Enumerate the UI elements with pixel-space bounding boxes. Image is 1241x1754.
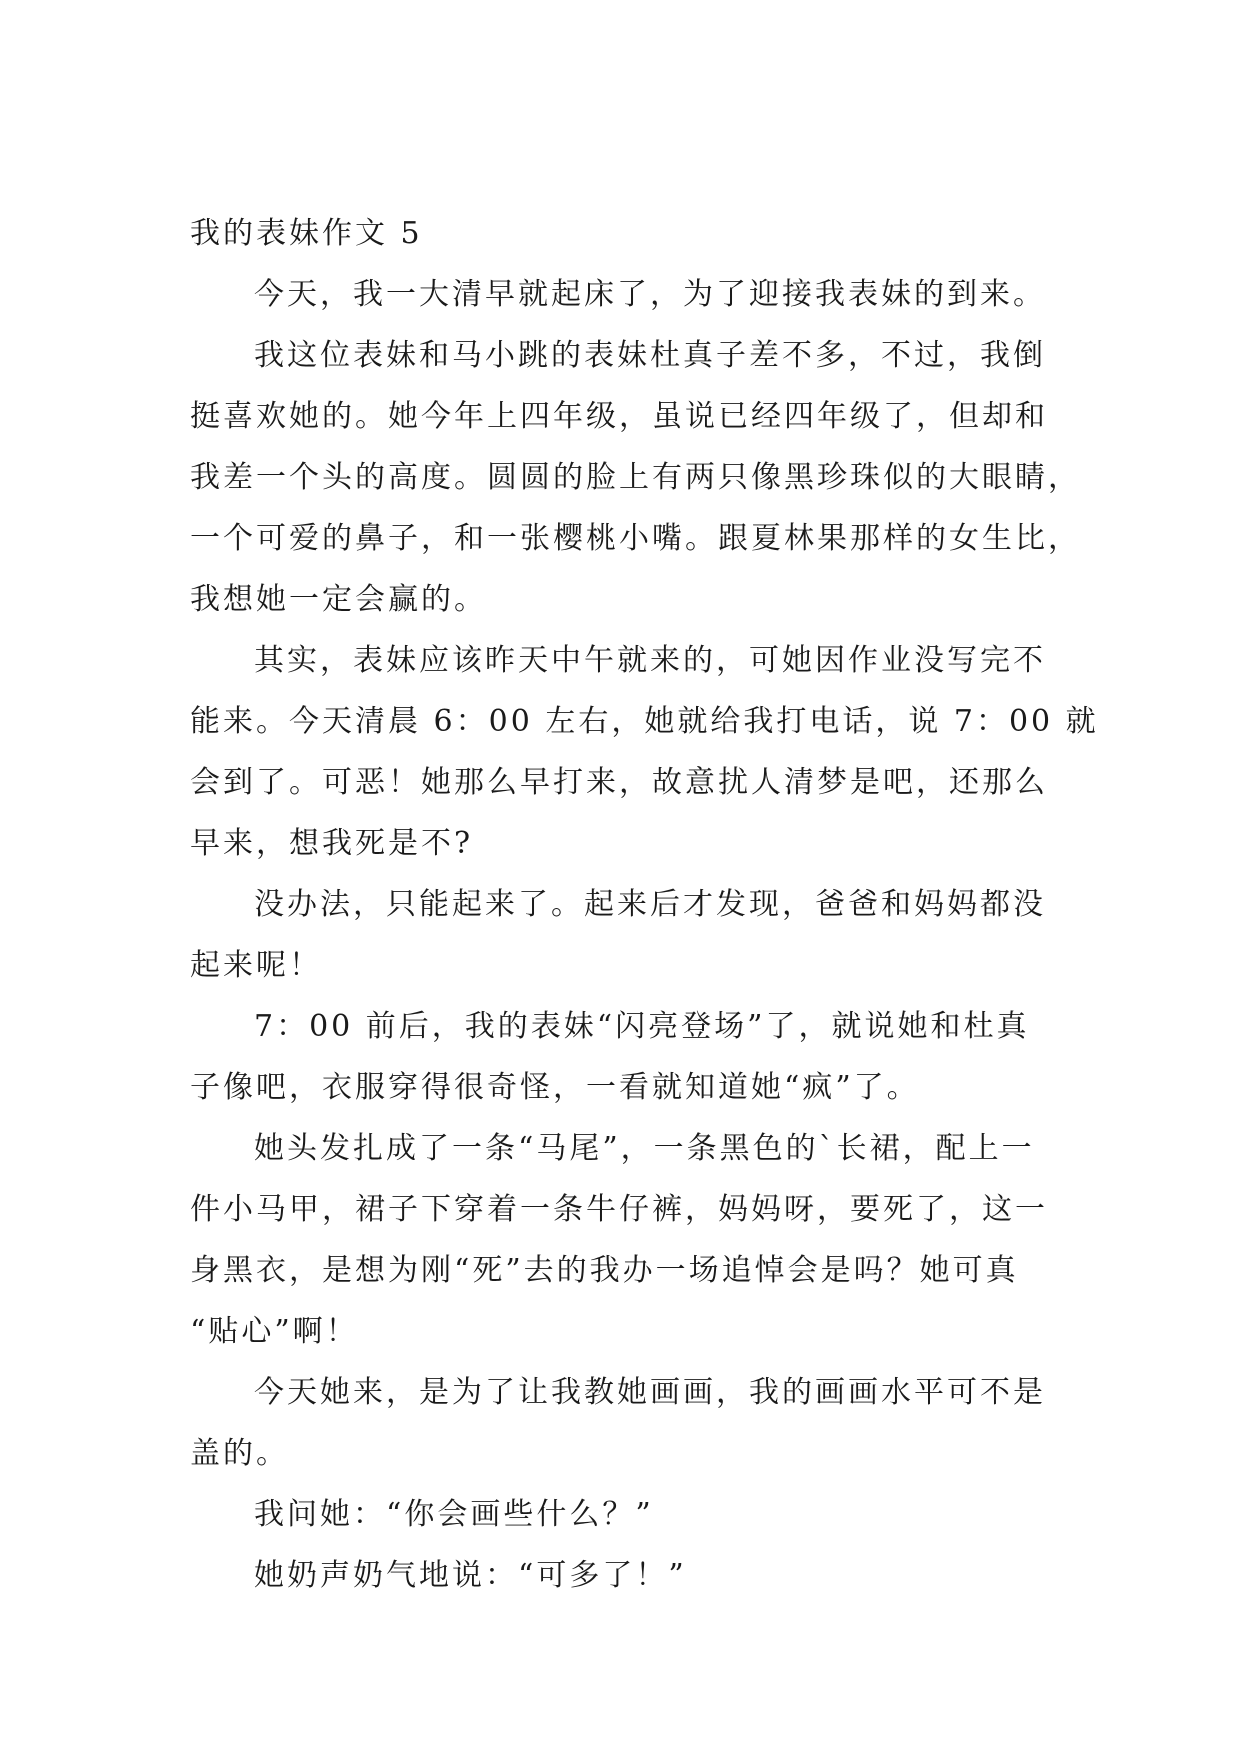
paragraph-line: 没办法，只能起来了。起来后才发现，爸爸和妈妈都没 xyxy=(254,887,1046,922)
paragraph-line: 她奶声奶气地说：“可多了！” xyxy=(254,1558,687,1593)
paragraph-line: 早来，想我死是不? xyxy=(190,826,474,861)
paragraph-line: 会到了。可恶！她那么早打来，故意扰人清梦是吧，还那么 xyxy=(190,765,1048,800)
paragraph-line: 能来。今天清晨 6：00 左右，她就给我打电话，说 7：00 就 xyxy=(190,704,1099,739)
paragraph-line: 挺喜欢她的。她今年上四年级，虽说已经四年级了，但却和 xyxy=(190,399,1048,434)
paragraph-line: 盖的。 xyxy=(190,1436,289,1471)
paragraph-line: 身黑衣，是想为刚“死”去的我办一场追悼会是吗？她可真 xyxy=(190,1253,1019,1288)
paragraph-line: 一个可爱的鼻子，和一张樱桃小嘴。跟夏林果那样的女生比， xyxy=(190,521,1081,556)
paragraph-line: 其实，表妹应该昨天中午就来的，可她因作业没写完不 xyxy=(254,643,1046,678)
paragraph-line: 我差一个头的高度。圆圆的脸上有两只像黑珍珠似的大眼睛， xyxy=(190,460,1081,495)
paragraph-line: 今天，我一大清早就起床了，为了迎接我表妹的到来。 xyxy=(254,277,1046,312)
paragraph-line: “贴心”啊！ xyxy=(190,1314,359,1349)
document-body xyxy=(190,203,1099,1606)
paragraph-line: 今天她来，是为了让我教她画画，我的画画水平可不是 xyxy=(254,1375,1046,1410)
paragraph-line: 件小马甲，裙子下穿着一条牛仔裤，妈妈呀，要死了，这一 xyxy=(190,1192,1048,1227)
paragraph-line: 子像吧，衣服穿得很奇怪，一看就知道她“疯”了。 xyxy=(190,1070,920,1105)
paragraph-line: 起来呢！ xyxy=(190,948,322,983)
paragraph-line: 我想她一定会赢的。 xyxy=(190,582,487,617)
paragraph-line: 我这位表妹和马小跳的表妹杜真子差不多，不过，我倒 xyxy=(254,338,1046,373)
paragraph-line: 她头发扎成了一条“马尾”，一条黑色的`长裙，配上一 xyxy=(254,1131,1035,1166)
paragraph-line: 我问她：“你会画些什么？” xyxy=(254,1497,654,1532)
paragraph-line: 7：00 前后，我的表妹“闪亮登场”了，就说她和杜真 xyxy=(254,1009,1030,1044)
document-title: 我的表妹作文 5 xyxy=(190,216,423,251)
